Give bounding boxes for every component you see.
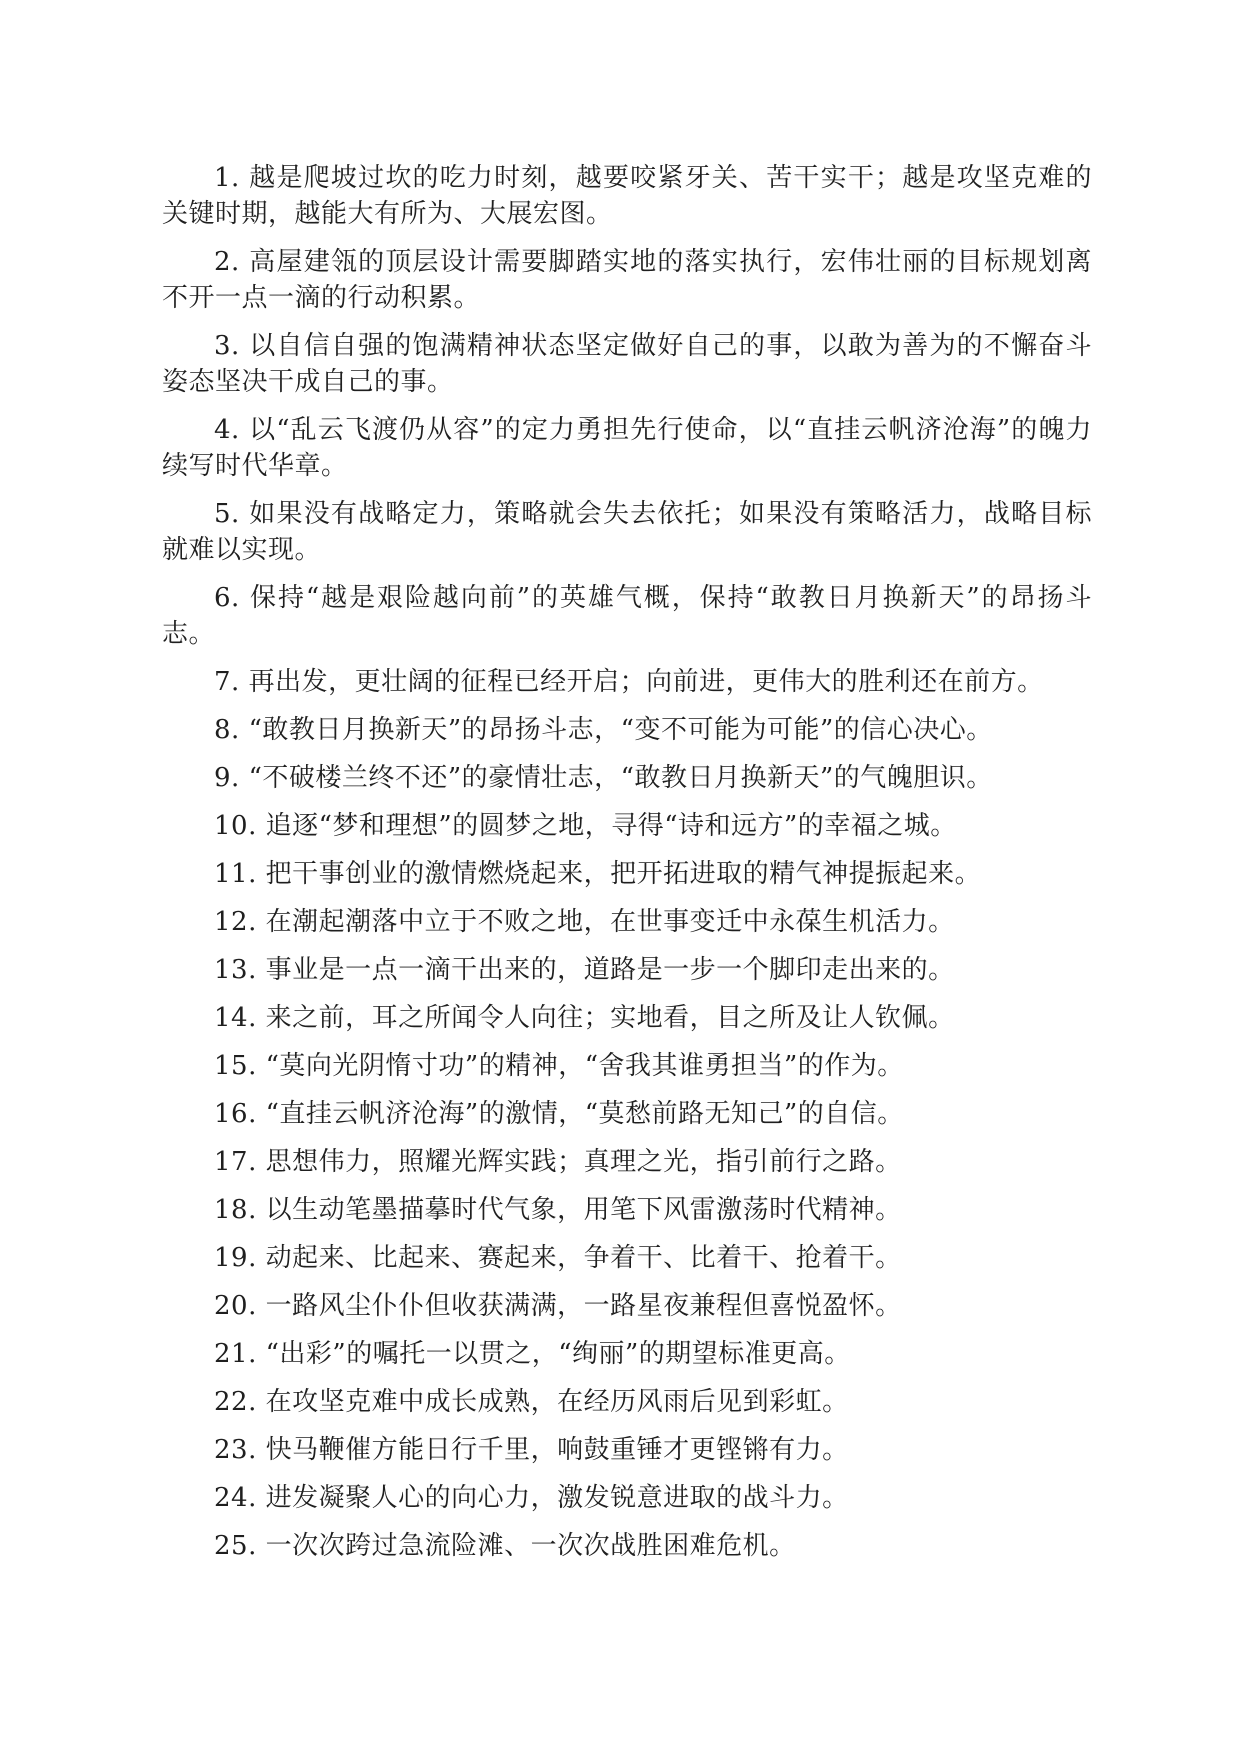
list-item: 9. “不破楼兰终不还”的豪情壮志，“敢教日月换新天”的气魄胆识。 xyxy=(214,763,993,793)
list-item: 22. 在攻坚克难中成长成熟，在经历风雨后见到彩虹。 xyxy=(214,1387,849,1417)
list-item: 19. 动起来、比起来、赛起来，争着干、比着干、抢着干。 xyxy=(214,1243,902,1273)
list-item: 15. “莫向光阴惰寸功”的精神，“舍我其谁勇担当”的作为。 xyxy=(214,1051,904,1081)
list-item: 13. 事业是一点一滴干出来的，道路是一步一个脚印走出来的。 xyxy=(214,955,955,985)
list-item: 20. 一路风尘仆仆但收获满满，一路星夜兼程但喜悦盈怀。 xyxy=(214,1291,902,1321)
list-item: 16. “直挂云帆济沧海”的激情，“莫愁前路无知己”的自信。 xyxy=(214,1099,904,1129)
list-item: 1. 越是爬坡过坎的吃力时刻，越要咬紧牙关、苦干实干；越是攻坚克难的关键时期，越能大有所为、大展宏图。 xyxy=(162,163,1092,229)
list-item: 3. 以自信自强的饱满精神状态坚定做好自己的事，以敢为善为的不懈奋斗姿态坚决干成自己的事。 xyxy=(162,331,1092,397)
list-item: 5. 如果没有战略定力，策略就会失去依托；如果没有策略活力，战略目标就难以实现。 xyxy=(162,499,1092,565)
list-item: 11. 把干事创业的激情燃烧起来，把开拓进取的精气神提振起来。 xyxy=(214,859,982,889)
list-item: 24. 进发凝聚人心的向心力，激发锐意进取的战斗力。 xyxy=(214,1483,849,1513)
list-item: 12. 在潮起潮落中立于不败之地，在世事变迁中永葆生机活力。 xyxy=(214,907,955,937)
list-item: 10. 追逐“梦和理想”的圆梦之地，寻得“诗和远方”的幸福之城。 xyxy=(214,811,957,841)
list-item: 4. 以“乱云飞渡仍从容”的定力勇担先行使命，以“直挂云帆济沧海”的魄力续写时代华章。 xyxy=(162,415,1092,481)
list-item: 21. “出彩”的嘱托一以贯之，“绚丽”的期望标准更高。 xyxy=(214,1339,851,1369)
list-item: 17. 思想伟力，照耀光辉实践；真理之光，指引前行之路。 xyxy=(214,1147,902,1177)
list-item: 18. 以生动笔墨描摹时代气象，用笔下风雷激荡时代精神。 xyxy=(214,1195,902,1225)
list-item: 14. 来之前，耳之所闻令人向往；实地看，目之所及让人钦佩。 xyxy=(214,1003,955,1033)
list-item: 8. “敢教日月换新天”的昂扬斗志，“变不可能为可能”的信心决心。 xyxy=(214,715,993,745)
list-item: 25. 一次次跨过急流险滩、一次次战胜困难危机。 xyxy=(214,1531,796,1561)
list-item: 6. 保持“越是艰险越向前”的英雄气概，保持“敢教日月换新天”的昂扬斗志。 xyxy=(162,583,1092,649)
document-page xyxy=(162,160,1092,1576)
list-item: 2. 高屋建瓴的顶层设计需要脚踏实地的落实执行，宏伟壮丽的目标规划离不开一点一滴的行动积累。 xyxy=(162,247,1092,313)
list-item: 7. 再出发，更壮阔的征程已经开启；向前进，更伟大的胜利还在前方。 xyxy=(214,667,1044,697)
list-item: 23. 快马鞭催方能日行千里，响鼓重锤才更铿锵有力。 xyxy=(214,1435,849,1465)
